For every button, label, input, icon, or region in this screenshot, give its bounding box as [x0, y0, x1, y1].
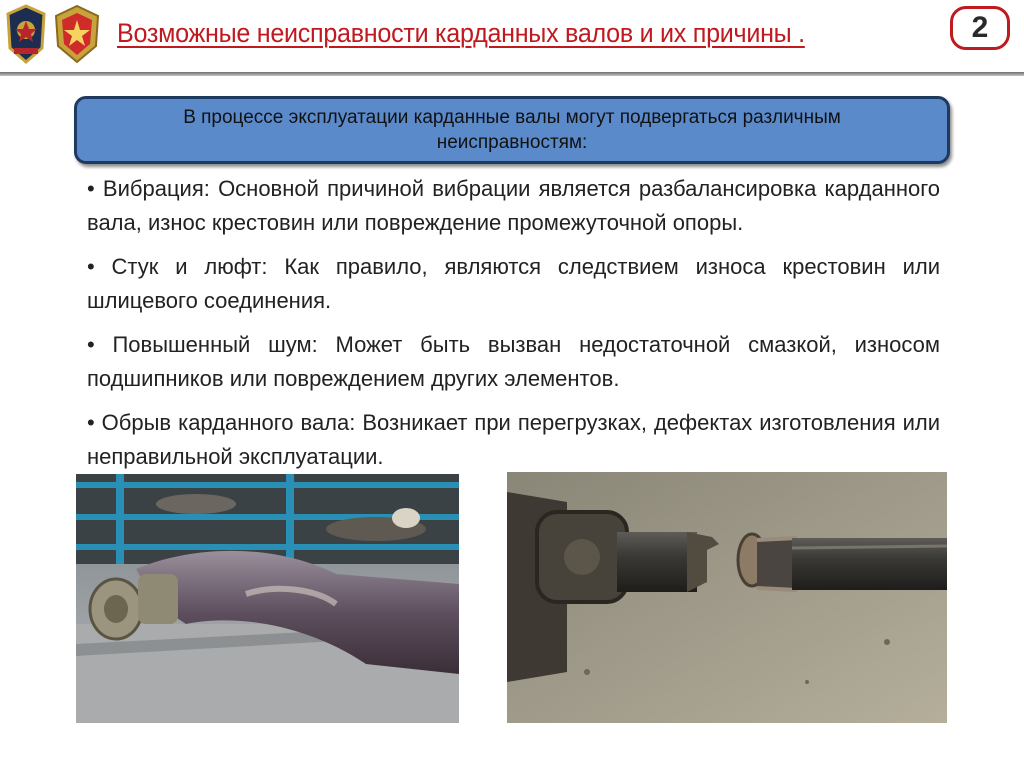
bullet-item-knock: • Стук и люфт: Как правило, являются следствием износа крестовин или шлицевого соединения.	[87, 254, 940, 313]
emergency-emblem-icon	[52, 4, 102, 69]
slide-number-badge: 2	[950, 6, 1010, 50]
academy-emblem-icon	[4, 4, 48, 69]
worn-driveshaft-photo	[76, 474, 459, 723]
bullet-item-break: • Обрыв карданного вала: Возникает при перегрузках, дефектах изготовления или неправильной эксплуатации.	[87, 410, 940, 469]
broken-driveshaft-photo	[507, 472, 947, 723]
intro-text: В процессе эксплуатации карданные валы могут подвергаться различным неисправностям:	[183, 107, 841, 153]
bullet-list	[87, 172, 940, 484]
header-divider	[0, 72, 1024, 76]
bullet-item-vibration: • Вибрация: Основной причиной вибрации является разбалансировка карданного вала, износ крестовин или повреждение промежуточной опоры.	[87, 176, 940, 235]
slide-title: Возможные неисправности карданных валов и их причины .	[117, 18, 805, 48]
intro-callout	[74, 96, 950, 164]
bullet-item-noise: • Повышенный шум: Может быть вызван недостаточной смазкой, износом подшипников или повреждением других элементов.	[87, 332, 940, 391]
